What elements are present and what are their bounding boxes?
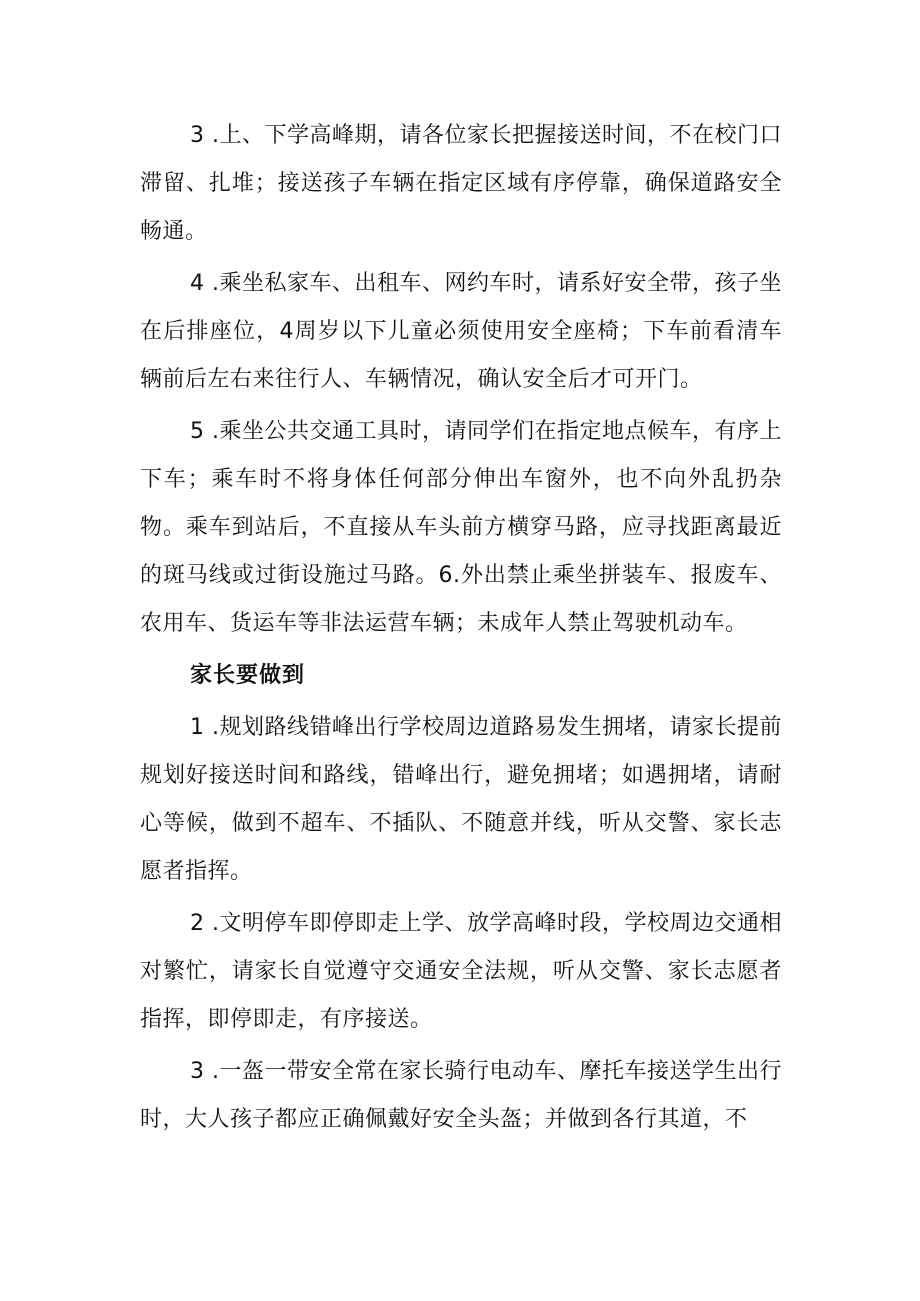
document-body xyxy=(140,112,782,1144)
section-heading: 家长要做到 xyxy=(190,663,306,688)
parent-item-2: 2 .文明停车即停即走上学、放学高峰时段，学校周边交通相对繁忙，请家长自觉遵守交通安全法规，听从交警、家长志愿者指挥，即停即走，有序接送。 xyxy=(140,911,782,1032)
paragraph-item-5: 5 .乘坐公共交通工具时，请同学们在指定地点候车，有序上下车；乘车时不将身体任何部分伸出车窗外，也不向外乱扔杂物。乘车到站后，不直接从车头前方横穿马路，应寻找距离最近的斑马线或过街设施过马路。6.外出禁止乘坐拼装车、报废车、农用车、货运车等非法运营车辆；未成年人禁止驾驶机动车。 xyxy=(140,419,782,636)
parent-item-1: 1 .规划路线错峰出行学校周边道路易发生拥堵，请家长提前规划好接送时间和路线，错峰出行，避免拥堵；如遇拥堵，请耐心等候，做到不超车、不插队、不随意并线，听从交警、家长志愿者指挥。 xyxy=(140,715,782,884)
parent-item-3: 3 .一盔一带安全常在家长骑行电动车、摩托车接送学生出行时，大人孩子都应正确佩戴好安全头盔；并做到各行其道，不 xyxy=(140,1059,782,1132)
paragraph-item-4: 4 .乘坐私家车、出租车、网约车时，请系好安全带，孩子坐在后排座位，4周岁以下儿童必须使用安全座椅；下车前看清车辆前后左右来往行人、车辆情况，确认安全后才可开门。 xyxy=(140,271,782,392)
paragraph-item-3: 3 .上、下学高峰期，请各位家长把握接送时间，不在校门口滞留、扎堆；接送孩子车辆在指定区域有序停靠，确保道路安全畅通。 xyxy=(140,123,782,244)
